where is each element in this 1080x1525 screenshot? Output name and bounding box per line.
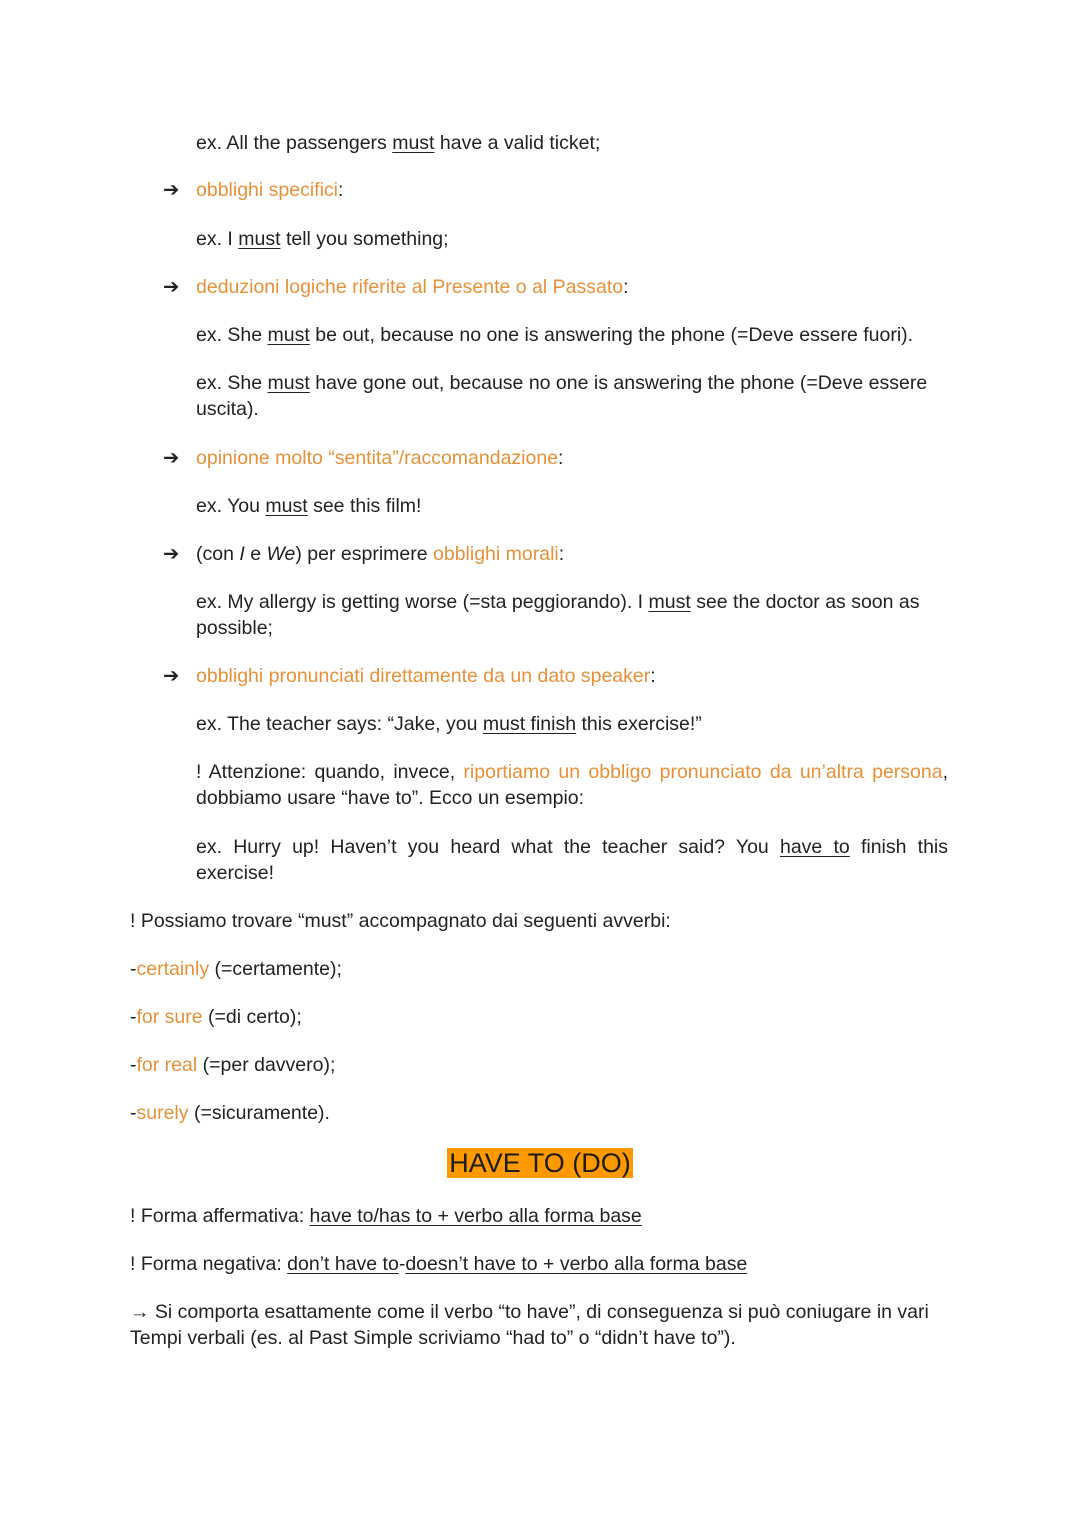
conjugation-note: → Si comporta esattamente come il verbo “to have”, di conseguenza si può coniugare in vari Tempi verbali (es. al Past Simple scriviamo “had to” o “didn’t have to”). xyxy=(130,1301,929,1349)
arrow-icon: ➔ xyxy=(163,543,180,565)
adverb-certainly: -certainly (=certamente); xyxy=(130,958,342,980)
bullet-obblighi-morali: ➔ (con I e We) per esprimere obblighi morali: xyxy=(163,543,565,565)
forma-affermativa: ! Forma affermativa: have to/has to + verbo alla forma base xyxy=(130,1205,642,1227)
arrow-icon: ➔ xyxy=(163,447,180,469)
arrow-icon: ➔ xyxy=(163,179,180,201)
example-must-be-out: ex. She must be out, because no one is answering the phone (=Deve essere fuori). xyxy=(196,324,914,346)
adverbs-intro: ! Possiamo trovare “must” accompagnato dai seguenti avverbi: xyxy=(130,910,671,932)
example-teacher-says: ex. The teacher says: “Jake, you must finish this exercise!” xyxy=(196,713,702,735)
bullet-obblighi-speaker: ➔ obblighi pronunciati direttamente da un dato speaker: xyxy=(163,665,656,687)
section-heading xyxy=(0,1147,1080,1179)
heading-highlight: HAVE TO (DO) xyxy=(449,1148,631,1178)
adverb-for-real: -for real (=per davvero); xyxy=(130,1054,336,1076)
adverb-surely: -surely (=sicuramente). xyxy=(130,1102,330,1124)
arrow-icon: ➔ xyxy=(163,665,180,687)
forma-negativa: ! Forma negativa: don’t have to-doesn’t have to + verbo alla forma base xyxy=(130,1253,748,1275)
arrow-icon: ➔ xyxy=(163,276,180,298)
example-valid-ticket: ex. All the passengers must have a valid ticket; xyxy=(196,132,601,154)
arrow-right-icon: → xyxy=(130,1301,150,1323)
example-must-have-gone-out: ex. She must have gone out, because no one is answering the phone (=Deve essere uscita). xyxy=(196,372,928,420)
bullet-deduzioni-logiche: ➔ deduzioni logiche riferite al Presente o al Passato: xyxy=(163,276,629,298)
example-see-film: ex. You must see this film! xyxy=(196,495,422,517)
adverb-for-sure: -for sure (=di certo); xyxy=(130,1006,302,1028)
example-hurry-up: ex. Hurry up! Haven’t you heard what the teacher said? You have to finish this exercise! xyxy=(196,836,949,884)
bullet-opinione-raccomandazione: ➔ opinione molto “sentita”/raccomandazione: xyxy=(163,447,564,469)
example-tell-something: ex. I must tell you something; xyxy=(196,228,449,250)
bullet-obblighi-specifici: ➔ obblighi specifici: xyxy=(163,179,344,201)
example-allergy-doctor: ex. My allergy is getting worse (=sta peggiorando). I must see the doctor as soon as possible; xyxy=(196,591,920,639)
attention-note: ! Attenzione: quando, invece, riportiamo un obbligo pronunciato da un’altra persona, dobbiamo usare “have to”. Ecco un esempio: xyxy=(196,761,948,809)
